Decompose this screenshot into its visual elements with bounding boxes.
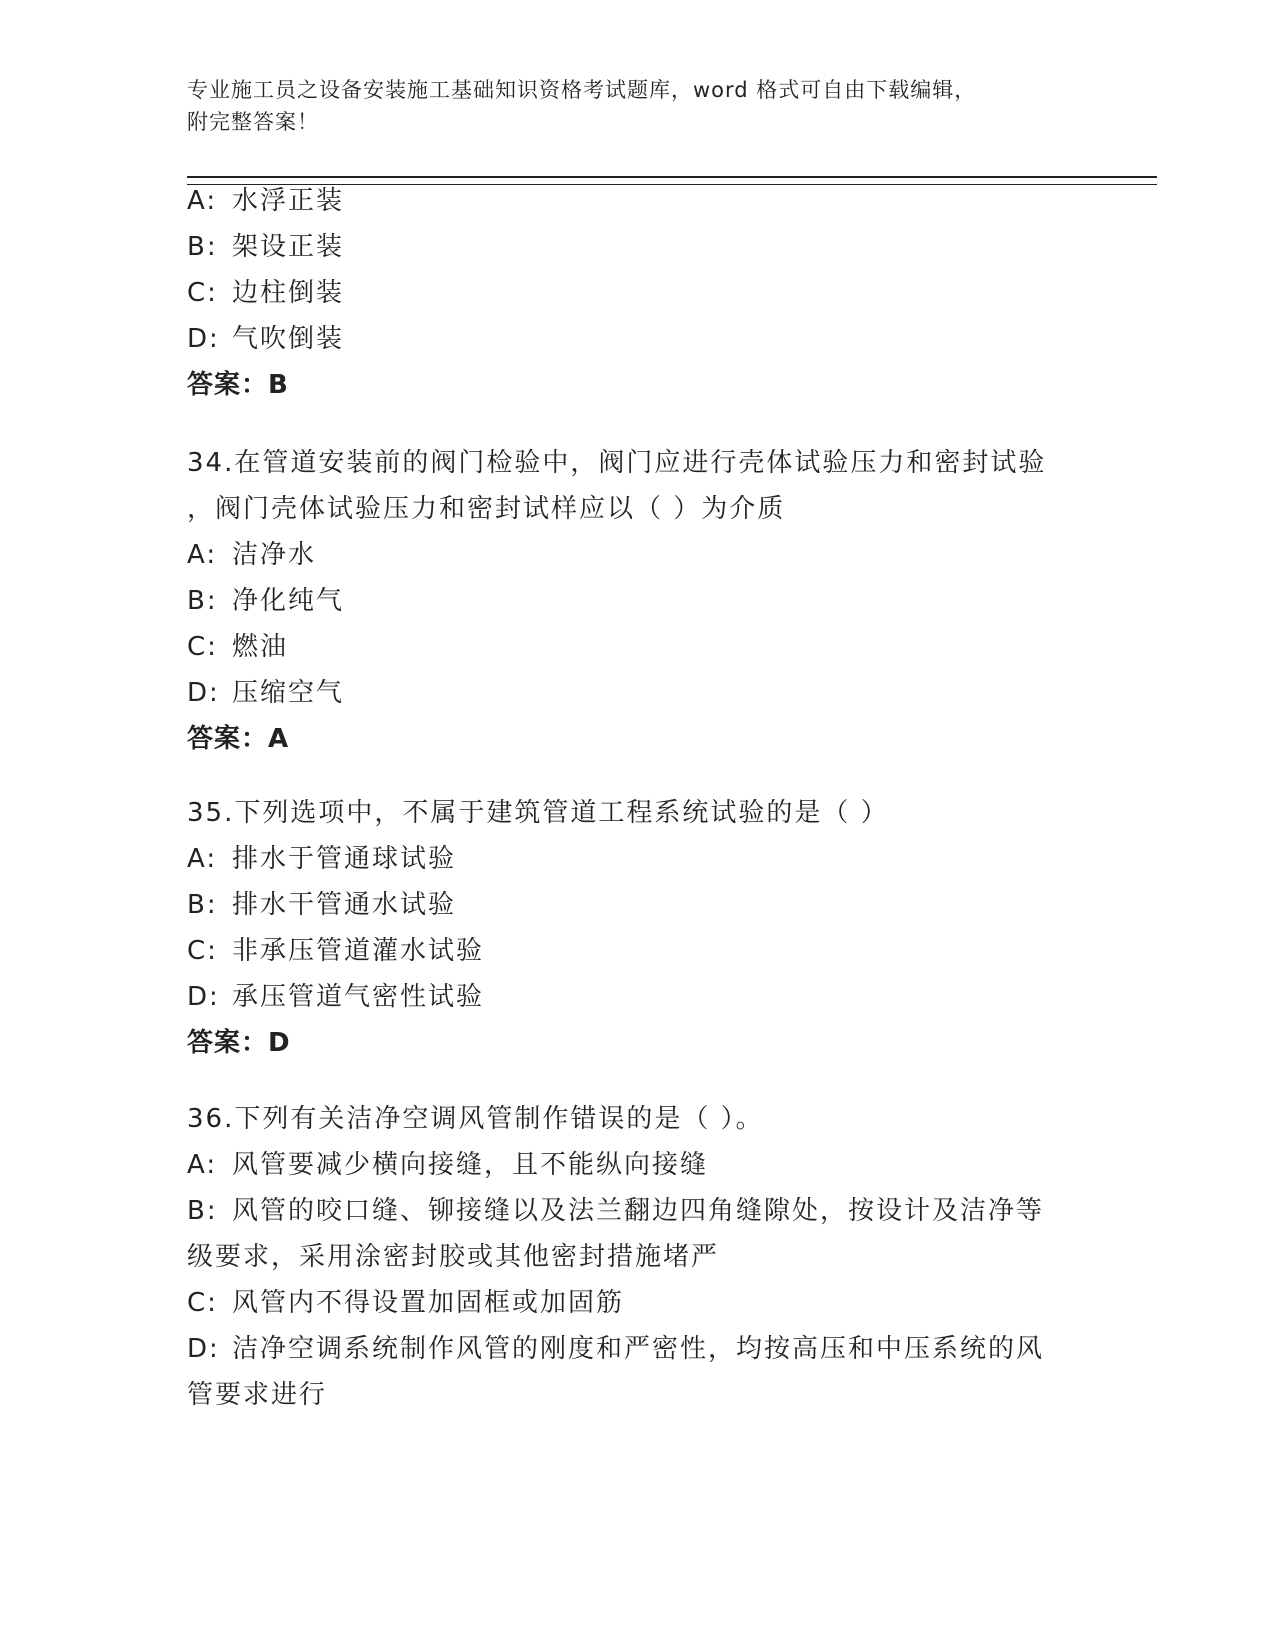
- question-33-options: [187, 178, 1087, 408]
- header-line-1: 专业施工员之设备安装施工基础知识资格考试题库，word 格式可自由下载编辑，: [187, 78, 977, 102]
- question-text-line-1: 36.下列有关洁净空调风管制作错误的是（ ）。: [187, 1104, 764, 1134]
- question-text-line-1: 34.在管道安装前的阀门检验中，阀门应进行壳体试验压力和密封试验: [187, 448, 1047, 478]
- option-c: C: 非承压管道灌水试验: [187, 936, 485, 966]
- question-36: [187, 1096, 1087, 1418]
- answer: 答案：B: [187, 370, 289, 400]
- option-a: A: 水浮正装: [187, 186, 345, 216]
- option-b: B: 排水干管通水试验: [187, 890, 457, 920]
- question-34: [187, 440, 1087, 762]
- option-b: B: 架设正装: [187, 232, 345, 262]
- option-d: D: 气吹倒装: [187, 324, 345, 354]
- option-b: B: 净化纯气: [187, 586, 345, 616]
- question-35: [187, 790, 1087, 1066]
- option-d-continued: 管要求进行: [187, 1380, 328, 1410]
- option-c: C: 风管内不得设置加固框或加固筋: [187, 1288, 625, 1318]
- question-text-line-2: ，阀门壳体试验压力和密封试样应以（ ）为介质: [187, 494, 786, 524]
- question-text-line-1: 35.下列选项中，不属于建筑管道工程系统试验的是（ ）: [187, 798, 889, 828]
- option-a: A: 风管要减少横向接缝，且不能纵向接缝: [187, 1150, 709, 1180]
- option-c: C: 燃油: [187, 632, 289, 662]
- option-b-continued: 级要求，采用涂密封胶或其他密封措施堵严: [187, 1242, 720, 1272]
- answer: 答案：A: [187, 724, 290, 754]
- header-line-2: 附完整答案！: [187, 110, 319, 134]
- option-a: A: 洁净水: [187, 540, 317, 570]
- option-d: D: 压缩空气: [187, 678, 345, 708]
- option-a: A: 排水于管通球试验: [187, 844, 457, 874]
- document-header: [187, 74, 1067, 138]
- option-c: C: 边柱倒装: [187, 278, 345, 308]
- option-d: D: 洁净空调系统制作风管的刚度和严密性，均按高压和中压系统的风: [187, 1334, 1045, 1364]
- option-d: D: 承压管道气密性试验: [187, 982, 485, 1012]
- answer: 答案：D: [187, 1028, 291, 1058]
- option-b: B: 风管的咬口缝、铆接缝以及法兰翻边四角缝隙处，按设计及洁净等: [187, 1196, 1045, 1226]
